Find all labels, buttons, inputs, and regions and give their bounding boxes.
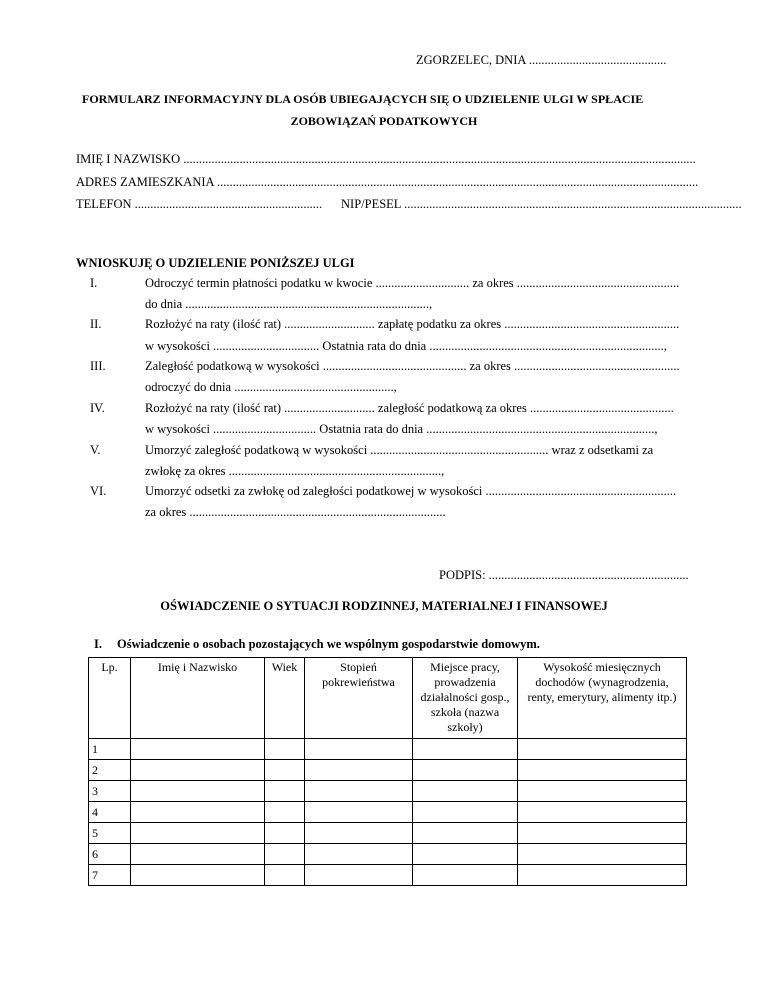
request-item-num: III. [90, 359, 106, 373]
workplace-cell[interactable] [413, 802, 518, 823]
workplace-cell[interactable] [413, 823, 518, 844]
age-cell[interactable] [265, 844, 305, 865]
name-cell[interactable] [131, 802, 265, 823]
kinship-cell[interactable] [305, 865, 413, 886]
income-cell[interactable] [518, 802, 687, 823]
row-number: 4 [89, 802, 131, 823]
name-cell[interactable] [131, 739, 265, 760]
section-title: Oświadczenie o osobach pozostających we wspólnym gospodarstwie domowym. [117, 637, 540, 651]
request-item-line[interactable]: Zaległość podatkową w wysokości .............................................. za okres ..................................................... [145, 359, 680, 373]
workplace-cell[interactable] [413, 781, 518, 802]
income-cell[interactable] [518, 823, 687, 844]
row-number: 6 [89, 844, 131, 865]
request-item-num: VI. [90, 484, 107, 498]
nip-pesel-field[interactable]: NIP/PESEL ............................................................................................................ [341, 197, 742, 211]
table-row [89, 802, 687, 823]
column-header-lp: Lp. [89, 658, 131, 739]
income-cell[interactable] [518, 844, 687, 865]
request-heading: WNIOSKUJĘ O UDZIELENIE PONIŻSZEJ ULGI [76, 256, 355, 270]
phone-field[interactable]: TELEFON ............................................................ [76, 197, 323, 211]
request-item-line[interactable]: w wysokości ................................. Ostatnia rata do dnia ........................................................................., [145, 422, 658, 436]
name-cell[interactable] [131, 865, 265, 886]
table-row [89, 739, 687, 760]
row-number: 5 [89, 823, 131, 844]
kinship-cell[interactable] [305, 823, 413, 844]
signature-field[interactable]: PODPIS: ................................................................ [439, 568, 689, 582]
workplace-cell[interactable] [413, 844, 518, 865]
request-item-line[interactable]: Odroczyć termin płatności podatku w kwocie .............................. za okres .................................................... [145, 276, 680, 290]
request-item-line[interactable]: Rozłożyć na raty (ilość rat) ............................. zapłatę podatku za okres ........................................................ [145, 317, 680, 331]
form-title-line2: ZOBOWIĄZAŃ PODATKOWYCH [290, 114, 478, 128]
workplace-cell[interactable] [413, 739, 518, 760]
place-date-field[interactable]: ZGORZELEC, DNIA ............................................ [416, 53, 667, 67]
name-cell[interactable] [131, 844, 265, 865]
request-item-line[interactable]: Umorzyć odsetki za zwłokę od zaległości podatkowej w wysokości ............................................................. [145, 484, 677, 498]
column-header-workplace: Miejsce pracy, prowadzenia działalności gosp., szkoła (nazwa szkoły) [413, 658, 518, 739]
table-row [89, 865, 687, 886]
name-cell[interactable] [131, 781, 265, 802]
row-number: 7 [89, 865, 131, 886]
income-cell[interactable] [518, 865, 687, 886]
age-cell[interactable] [265, 823, 305, 844]
request-item-num: V. [90, 443, 101, 457]
age-cell[interactable] [265, 802, 305, 823]
income-cell[interactable] [518, 781, 687, 802]
request-item-num: II. [90, 317, 102, 331]
household-table [88, 657, 687, 886]
table-row [89, 760, 687, 781]
kinship-cell[interactable] [305, 760, 413, 781]
income-cell[interactable] [518, 760, 687, 781]
workplace-cell[interactable] [413, 760, 518, 781]
table-row [89, 844, 687, 865]
column-header-age: Wiek [265, 658, 305, 739]
row-number: 3 [89, 781, 131, 802]
request-item-line[interactable]: odroczyć do dnia ..................................................., [145, 380, 397, 394]
name-cell[interactable] [131, 823, 265, 844]
kinship-cell[interactable] [305, 844, 413, 865]
column-header-income: Wysokość miesięcznych dochodów (wynagrodzenia, renty, emerytury, alimenty itp.) [518, 658, 687, 739]
age-cell[interactable] [265, 760, 305, 781]
request-item-num: I. [90, 276, 98, 290]
kinship-cell[interactable] [305, 781, 413, 802]
statement-title: OŚWIADCZENIE O SYTUACJI RODZINNEJ, MATERIALNEJ I FINANSOWEJ [160, 599, 608, 613]
section-number: I. [94, 637, 102, 651]
column-header-kinship: Stopień pokrewieństwa [305, 658, 413, 739]
request-item-line[interactable]: do dnia .............................................................................., [145, 297, 433, 311]
workplace-cell[interactable] [413, 865, 518, 886]
address-field[interactable]: ADRES ZAMIESZKANIA .......................................................................................................................................................... [76, 175, 699, 189]
row-number: 2 [89, 760, 131, 781]
table-row [89, 823, 687, 844]
name-field[interactable]: IMIĘ I NAZWISKO .................................................................................................................................................................... [76, 152, 696, 166]
request-item-line[interactable]: zwłokę za okres ...................................................................., [145, 464, 445, 478]
name-cell[interactable] [131, 760, 265, 781]
age-cell[interactable] [265, 739, 305, 760]
request-item-num: IV. [90, 401, 105, 415]
request-item-line[interactable]: Rozłożyć na raty (ilość rat) ............................. zaległość podatkową za okres .............................................. [145, 401, 674, 415]
kinship-cell[interactable] [305, 802, 413, 823]
table-header-row [89, 658, 687, 739]
column-header-name: Imię i Nazwisko [131, 658, 265, 739]
form-title-line1: FORMULARZ INFORMACYJNY DLA OSÓB UBIEGAJĄCYCH SIĘ O UDZIELENIE ULGI W SPŁACIE [82, 92, 644, 106]
request-item-line[interactable]: Umorzyć zaległość podatkową w wysokości ......................................................... wraz z odsetkami za [145, 443, 654, 457]
request-item-line[interactable]: za okres .................................................................................. [145, 505, 446, 519]
row-number: 1 [89, 739, 131, 760]
request-item-line[interactable]: w wysokości .................................. Ostatnia rata do dnia ..........................................................................., [145, 339, 667, 353]
income-cell[interactable] [518, 739, 687, 760]
table-row [89, 781, 687, 802]
kinship-cell[interactable] [305, 739, 413, 760]
age-cell[interactable] [265, 865, 305, 886]
age-cell[interactable] [265, 781, 305, 802]
